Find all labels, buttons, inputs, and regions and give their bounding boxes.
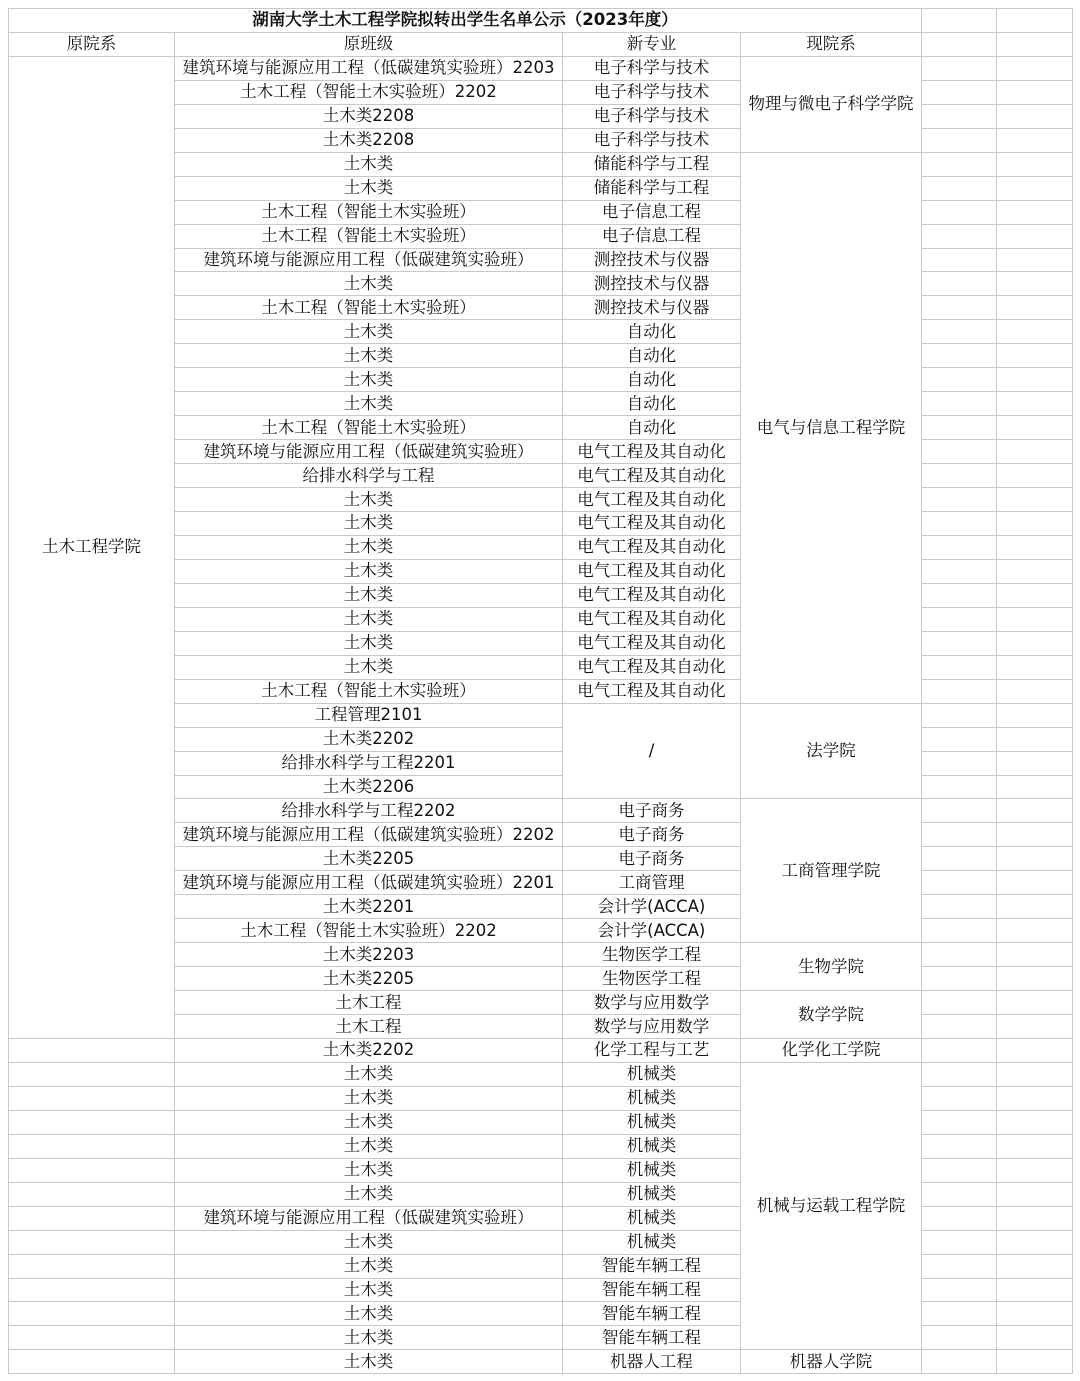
new-major-cell[interactable]: 电子商务 [563, 847, 741, 871]
new-major-cell[interactable]: 机器人工程 [563, 1350, 741, 1374]
empty-cell[interactable] [997, 1230, 1073, 1254]
empty-cell[interactable] [997, 823, 1073, 847]
table-row [9, 56, 1073, 80]
original-class-cell[interactable]: 土木类 [175, 1302, 563, 1326]
new-major-cell[interactable]: 生物医学工程 [563, 943, 741, 967]
empty-cell[interactable] [997, 1110, 1073, 1134]
empty-cell[interactable] [997, 440, 1073, 464]
original-class-cell[interactable]: 土木类 [175, 512, 563, 536]
original-class-cell[interactable]: 土木工程（智能土木实验班）2202 [175, 919, 563, 943]
empty-cell[interactable] [922, 416, 997, 440]
current-school-cell[interactable]: 法学院 [741, 703, 922, 799]
empty-cell[interactable] [997, 847, 1073, 871]
empty-cell[interactable] [997, 368, 1073, 392]
empty-cell[interactable] [997, 751, 1073, 775]
empty-cell[interactable] [997, 9, 1073, 33]
original-class-cell[interactable]: 土木类 [175, 655, 563, 679]
current-school-cell[interactable]: 物理与微电子科学学院 [741, 56, 922, 152]
new-major-cell[interactable]: 储能科学与工程 [563, 176, 741, 200]
original-class-cell[interactable]: 土木类2208 [175, 128, 563, 152]
transfer-list-table [8, 8, 1073, 1374]
original-class-cell[interactable]: 土木类 [175, 1326, 563, 1350]
new-major-cell[interactable]: 智能车辆工程 [563, 1278, 741, 1302]
empty-cell[interactable] [922, 703, 997, 727]
original-class-cell[interactable]: 土木类2206 [175, 775, 563, 799]
empty-cell[interactable] [997, 56, 1073, 80]
empty-cell[interactable] [997, 464, 1073, 488]
empty-cell[interactable] [922, 967, 997, 991]
empty-cell[interactable] [922, 775, 997, 799]
empty-cell[interactable] [922, 559, 997, 583]
new-major-cell[interactable]: 电子信息工程 [563, 200, 741, 224]
original-school-cell[interactable] [9, 1350, 175, 1374]
original-class-cell[interactable]: 土木类 [175, 488, 563, 512]
empty-cell[interactable] [997, 1038, 1073, 1062]
empty-cell[interactable] [997, 1134, 1073, 1158]
original-school-cell[interactable] [9, 1134, 175, 1158]
original-school-cell[interactable] [9, 1278, 175, 1302]
original-class-cell[interactable]: 土木类 [175, 1134, 563, 1158]
original-school-cell[interactable] [9, 1086, 175, 1110]
empty-cell[interactable] [922, 631, 997, 655]
table-title[interactable]: 湖南大学土木工程学院拟转出学生名单公示（2023年度） [9, 9, 922, 33]
new-major-cell[interactable]: 电气工程及其自动化 [563, 512, 741, 536]
original-class-cell[interactable]: 土木类2208 [175, 104, 563, 128]
new-major-cell[interactable]: 电子信息工程 [563, 224, 741, 248]
empty-cell[interactable] [997, 176, 1073, 200]
original-class-cell[interactable]: 建筑环境与能源应用工程（低碳建筑实验班）2202 [175, 823, 563, 847]
original-class-cell[interactable]: 土木类 [175, 583, 563, 607]
original-school-cell[interactable]: 土木工程学院 [9, 56, 175, 1038]
new-major-cell[interactable]: 电气工程及其自动化 [563, 488, 741, 512]
empty-cell[interactable] [922, 895, 997, 919]
new-major-cell[interactable]: 电气工程及其自动化 [563, 440, 741, 464]
original-school-cell[interactable] [9, 1182, 175, 1206]
empty-cell[interactable] [997, 775, 1073, 799]
empty-cell[interactable] [997, 895, 1073, 919]
original-school-cell[interactable] [9, 1206, 175, 1230]
new-major-cell[interactable]: 电子科学与技术 [563, 56, 741, 80]
empty-cell[interactable] [922, 1110, 997, 1134]
original-class-cell[interactable]: 土木类 [175, 1062, 563, 1086]
table-row [9, 1062, 1073, 1086]
empty-cell[interactable] [997, 535, 1073, 559]
new-major-cell[interactable]: 测控技术与仪器 [563, 296, 741, 320]
original-class-cell[interactable]: 土木工程（智能土木实验班） [175, 296, 563, 320]
empty-cell[interactable] [922, 751, 997, 775]
current-school-cell[interactable]: 电气与信息工程学院 [741, 152, 922, 703]
current-school-cell[interactable]: 工商管理学院 [741, 799, 922, 943]
original-class-cell[interactable]: 土木类2205 [175, 847, 563, 871]
empty-cell[interactable] [922, 943, 997, 967]
empty-cell[interactable] [997, 152, 1073, 176]
empty-cell[interactable] [922, 176, 997, 200]
empty-cell[interactable] [922, 871, 997, 895]
current-school-cell[interactable]: 机械与运载工程学院 [741, 1062, 922, 1349]
empty-cell[interactable] [997, 104, 1073, 128]
empty-cell[interactable] [922, 1062, 997, 1086]
table-row [9, 1350, 1073, 1374]
original-class-cell[interactable]: 土木工程（智能土木实验班）2202 [175, 80, 563, 104]
table-row [9, 1038, 1073, 1062]
current-school-cell[interactable]: 数学学院 [741, 991, 922, 1039]
original-class-cell[interactable]: 土木类 [175, 272, 563, 296]
original-class-cell[interactable]: 土木类2202 [175, 1038, 563, 1062]
empty-cell[interactable] [922, 464, 997, 488]
title-row [9, 9, 1073, 33]
empty-cell[interactable] [922, 344, 997, 368]
empty-cell[interactable] [997, 128, 1073, 152]
empty-cell[interactable] [922, 655, 997, 679]
original-class-cell[interactable]: 工程管理2101 [175, 703, 563, 727]
empty-cell[interactable] [922, 320, 997, 344]
new-major-cell[interactable]: 机械类 [563, 1158, 741, 1182]
empty-cell[interactable] [997, 200, 1073, 224]
empty-cell[interactable] [922, 296, 997, 320]
empty-cell[interactable] [922, 248, 997, 272]
empty-cell[interactable] [922, 128, 997, 152]
empty-cell[interactable] [997, 392, 1073, 416]
empty-cell[interactable] [922, 1278, 997, 1302]
empty-cell[interactable] [997, 991, 1073, 1015]
new-major-cell[interactable]: 电气工程及其自动化 [563, 583, 741, 607]
original-school-cell[interactable] [9, 1110, 175, 1134]
empty-cell[interactable] [997, 488, 1073, 512]
new-major-cell[interactable]: / [563, 703, 741, 799]
new-major-cell[interactable]: 自动化 [563, 320, 741, 344]
original-class-cell[interactable]: 给排水科学与工程2201 [175, 751, 563, 775]
original-class-cell[interactable]: 土木类 [175, 320, 563, 344]
original-class-cell[interactable]: 土木类 [175, 1278, 563, 1302]
original-class-cell[interactable]: 土木工程（智能土木实验班） [175, 416, 563, 440]
table-body [9, 9, 1073, 1374]
empty-cell[interactable] [997, 416, 1073, 440]
new-major-cell[interactable]: 智能车辆工程 [563, 1302, 741, 1326]
empty-cell[interactable] [922, 1086, 997, 1110]
empty-cell[interactable] [922, 727, 997, 751]
empty-cell[interactable] [997, 943, 1073, 967]
original-class-cell[interactable]: 土木工程（智能土木实验班） [175, 200, 563, 224]
new-major-cell[interactable]: 工商管理 [563, 871, 741, 895]
empty-cell[interactable] [997, 559, 1073, 583]
empty-cell[interactable] [922, 1350, 997, 1374]
empty-cell[interactable] [922, 224, 997, 248]
original-class-cell[interactable]: 土木工程 [175, 991, 563, 1015]
new-major-cell[interactable]: 电气工程及其自动化 [563, 464, 741, 488]
new-major-cell[interactable]: 电气工程及其自动化 [563, 535, 741, 559]
empty-cell[interactable] [997, 1302, 1073, 1326]
new-major-cell[interactable]: 电气工程及其自动化 [563, 607, 741, 631]
empty-cell[interactable] [922, 535, 997, 559]
original-class-cell[interactable]: 建筑环境与能源应用工程（低碳建筑实验班） [175, 440, 563, 464]
empty-cell[interactable] [922, 9, 997, 33]
new-major-cell[interactable]: 数学与应用数学 [563, 991, 741, 1015]
empty-cell[interactable] [922, 512, 997, 536]
empty-cell[interactable] [922, 368, 997, 392]
empty-cell[interactable] [997, 799, 1073, 823]
new-major-cell[interactable]: 电气工程及其自动化 [563, 679, 741, 703]
current-school-cell[interactable]: 机器人学院 [741, 1350, 922, 1374]
empty-cell[interactable] [922, 1158, 997, 1182]
new-major-cell[interactable]: 智能车辆工程 [563, 1326, 741, 1350]
empty-cell[interactable] [922, 1230, 997, 1254]
header-original-class[interactable]: 原班级 [175, 32, 563, 56]
empty-cell[interactable] [997, 631, 1073, 655]
new-major-cell[interactable]: 机械类 [563, 1062, 741, 1086]
empty-cell[interactable] [997, 871, 1073, 895]
empty-cell[interactable] [922, 1134, 997, 1158]
empty-cell[interactable] [997, 1350, 1073, 1374]
empty-cell[interactable] [922, 1302, 997, 1326]
original-class-cell[interactable]: 土木类 [175, 1086, 563, 1110]
new-major-cell[interactable]: 电气工程及其自动化 [563, 655, 741, 679]
original-class-cell[interactable]: 土木类2202 [175, 727, 563, 751]
new-major-cell[interactable]: 自动化 [563, 368, 741, 392]
original-school-cell[interactable] [9, 1062, 175, 1086]
original-class-cell[interactable]: 土木类 [175, 368, 563, 392]
new-major-cell[interactable]: 数学与应用数学 [563, 1015, 741, 1039]
empty-cell[interactable] [922, 991, 997, 1015]
empty-cell[interactable] [922, 488, 997, 512]
empty-cell[interactable] [922, 1015, 997, 1039]
new-major-cell[interactable]: 化学工程与工艺 [563, 1038, 741, 1062]
header-new-major[interactable]: 新专业 [563, 32, 741, 56]
original-school-cell[interactable] [9, 1254, 175, 1278]
empty-cell[interactable] [997, 1158, 1073, 1182]
empty-cell[interactable] [997, 607, 1073, 631]
header-row [9, 32, 1073, 56]
empty-cell[interactable] [997, 1086, 1073, 1110]
empty-cell[interactable] [922, 607, 997, 631]
new-major-cell[interactable]: 机械类 [563, 1206, 741, 1230]
original-class-cell[interactable]: 土木类 [175, 1254, 563, 1278]
original-class-cell[interactable]: 土木类 [175, 607, 563, 631]
empty-cell[interactable] [922, 152, 997, 176]
empty-cell[interactable] [922, 1326, 997, 1350]
empty-cell[interactable] [922, 1038, 997, 1062]
new-major-cell[interactable]: 会计学(ACCA) [563, 895, 741, 919]
empty-cell[interactable] [997, 248, 1073, 272]
original-class-cell[interactable]: 土木类 [175, 176, 563, 200]
empty-cell[interactable] [997, 224, 1073, 248]
empty-cell[interactable] [922, 272, 997, 296]
new-major-cell[interactable]: 机械类 [563, 1086, 741, 1110]
new-major-cell[interactable]: 会计学(ACCA) [563, 919, 741, 943]
empty-cell[interactable] [922, 823, 997, 847]
empty-cell[interactable] [997, 80, 1073, 104]
new-major-cell[interactable]: 测控技术与仪器 [563, 272, 741, 296]
empty-cell[interactable] [997, 583, 1073, 607]
original-class-cell[interactable]: 给排水科学与工程 [175, 464, 563, 488]
empty-cell[interactable] [997, 1015, 1073, 1039]
new-major-cell[interactable]: 储能科学与工程 [563, 152, 741, 176]
original-class-cell[interactable]: 土木工程（智能土木实验班） [175, 224, 563, 248]
original-class-cell[interactable]: 给排水科学与工程2202 [175, 799, 563, 823]
original-class-cell[interactable]: 土木类 [175, 631, 563, 655]
original-school-cell[interactable] [9, 1158, 175, 1182]
original-class-cell[interactable]: 土木类 [175, 344, 563, 368]
empty-cell[interactable] [997, 919, 1073, 943]
empty-cell[interactable] [997, 1206, 1073, 1230]
empty-cell[interactable] [922, 583, 997, 607]
empty-cell[interactable] [922, 200, 997, 224]
new-major-cell[interactable]: 电子商务 [563, 823, 741, 847]
new-major-cell[interactable]: 测控技术与仪器 [563, 248, 741, 272]
original-class-cell[interactable]: 建筑环境与能源应用工程（低碳建筑实验班）2203 [175, 56, 563, 80]
new-major-cell[interactable]: 生物医学工程 [563, 967, 741, 991]
original-class-cell[interactable]: 建筑环境与能源应用工程（低碳建筑实验班） [175, 248, 563, 272]
empty-cell[interactable] [922, 847, 997, 871]
empty-cell[interactable] [997, 1062, 1073, 1086]
original-class-cell[interactable]: 土木类 [175, 559, 563, 583]
original-school-cell[interactable] [9, 1302, 175, 1326]
new-major-cell[interactable]: 电气工程及其自动化 [563, 631, 741, 655]
empty-cell[interactable] [922, 104, 997, 128]
original-class-cell[interactable]: 土木工程 [175, 1015, 563, 1039]
empty-cell[interactable] [997, 679, 1073, 703]
empty-cell[interactable] [922, 440, 997, 464]
empty-cell[interactable] [922, 679, 997, 703]
original-class-cell[interactable]: 土木类 [175, 1182, 563, 1206]
new-major-cell[interactable]: 机械类 [563, 1134, 741, 1158]
empty-cell[interactable] [997, 272, 1073, 296]
original-class-cell[interactable]: 土木类 [175, 1230, 563, 1254]
original-class-cell[interactable]: 土木类 [175, 152, 563, 176]
original-school-cell[interactable] [9, 1326, 175, 1350]
empty-cell[interactable] [997, 296, 1073, 320]
empty-cell[interactable] [922, 919, 997, 943]
original-class-cell[interactable]: 土木类 [175, 1158, 563, 1182]
new-major-cell[interactable]: 自动化 [563, 416, 741, 440]
empty-cell[interactable] [997, 967, 1073, 991]
header-original-school[interactable]: 原院系 [9, 32, 175, 56]
empty-cell[interactable] [997, 1326, 1073, 1350]
empty-cell[interactable] [922, 1206, 997, 1230]
empty-cell[interactable] [997, 320, 1073, 344]
empty-cell[interactable] [922, 1182, 997, 1206]
empty-cell[interactable] [997, 703, 1073, 727]
empty-cell[interactable] [997, 512, 1073, 536]
empty-cell[interactable] [997, 32, 1073, 56]
empty-cell[interactable] [922, 799, 997, 823]
empty-cell[interactable] [922, 392, 997, 416]
original-class-cell[interactable]: 土木类2203 [175, 943, 563, 967]
empty-cell[interactable] [922, 56, 997, 80]
new-major-cell[interactable]: 机械类 [563, 1182, 741, 1206]
empty-cell[interactable] [997, 344, 1073, 368]
header-current-school[interactable]: 现院系 [741, 32, 922, 56]
new-major-cell[interactable]: 智能车辆工程 [563, 1254, 741, 1278]
empty-cell[interactable] [922, 80, 997, 104]
original-class-cell[interactable]: 土木类 [175, 1110, 563, 1134]
original-class-cell[interactable]: 建筑环境与能源应用工程（低碳建筑实验班）2201 [175, 871, 563, 895]
empty-cell[interactable] [997, 655, 1073, 679]
original-class-cell[interactable]: 土木工程（智能土木实验班） [175, 679, 563, 703]
new-major-cell[interactable]: 机械类 [563, 1230, 741, 1254]
original-class-cell[interactable]: 土木类 [175, 392, 563, 416]
new-major-cell[interactable]: 机械类 [563, 1110, 741, 1134]
original-class-cell[interactable]: 建筑环境与能源应用工程（低碳建筑实验班） [175, 1206, 563, 1230]
empty-cell[interactable] [922, 32, 997, 56]
current-school-cell[interactable]: 生物学院 [741, 943, 922, 991]
new-major-cell[interactable]: 自动化 [563, 344, 741, 368]
new-major-cell[interactable]: 电气工程及其自动化 [563, 559, 741, 583]
empty-cell[interactable] [997, 1254, 1073, 1278]
empty-cell[interactable] [922, 1254, 997, 1278]
original-class-cell[interactable]: 土木类 [175, 1350, 563, 1374]
empty-cell[interactable] [997, 727, 1073, 751]
original-school-cell[interactable] [9, 1038, 175, 1062]
original-class-cell[interactable]: 土木类2205 [175, 967, 563, 991]
original-class-cell[interactable]: 土木类2201 [175, 895, 563, 919]
empty-cell[interactable] [997, 1278, 1073, 1302]
empty-cell[interactable] [997, 1182, 1073, 1206]
original-school-cell[interactable] [9, 1230, 175, 1254]
new-major-cell[interactable]: 电子科学与技术 [563, 104, 741, 128]
current-school-cell[interactable]: 化学化工学院 [741, 1038, 922, 1062]
new-major-cell[interactable]: 自动化 [563, 392, 741, 416]
new-major-cell[interactable]: 电子商务 [563, 799, 741, 823]
new-major-cell[interactable]: 电子科学与技术 [563, 80, 741, 104]
new-major-cell[interactable]: 电子科学与技术 [563, 128, 741, 152]
original-class-cell[interactable]: 土木类 [175, 535, 563, 559]
